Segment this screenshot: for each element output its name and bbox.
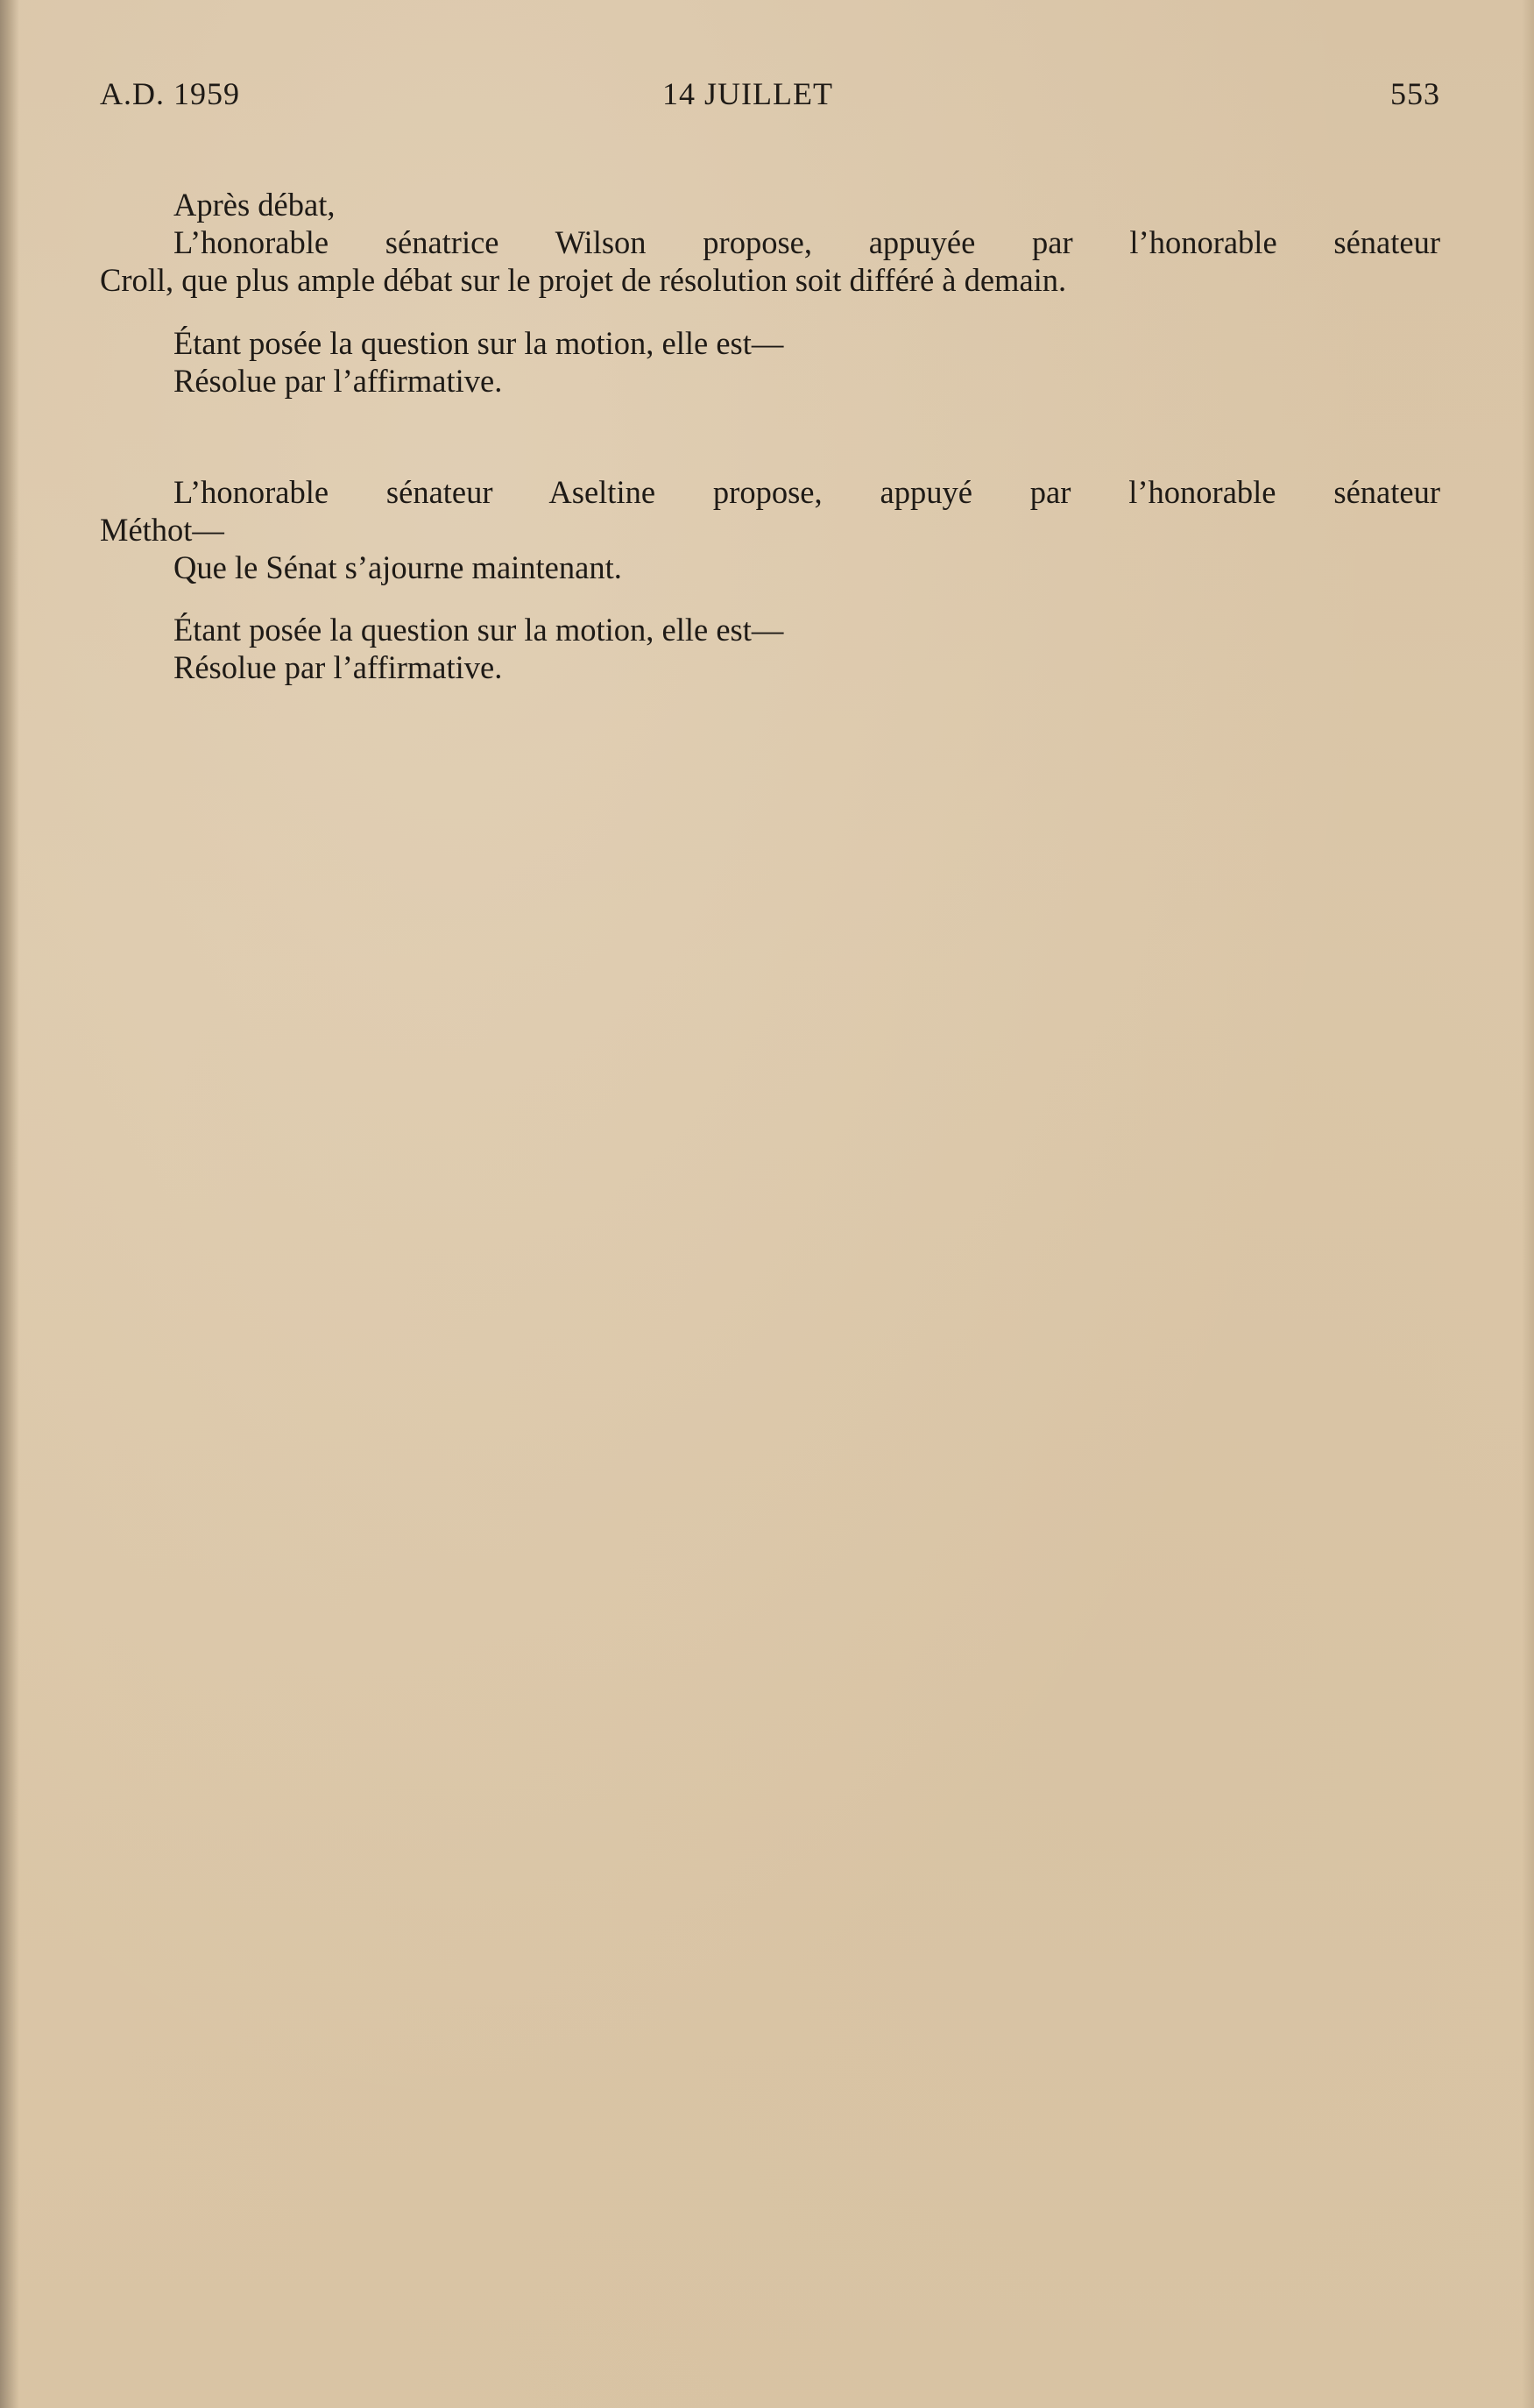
text-line: Étant posée la question sur la motion, elle est— — [173, 325, 784, 361]
text-line: L’honorable sénatrice Wilson propose, appuyée par l’honorable sénateur — [173, 224, 1440, 260]
page-number: 553 — [1390, 76, 1440, 111]
text-line: Résolue par l’affirmative. — [173, 363, 503, 399]
page-binding-shadow — [0, 0, 19, 2408]
paragraph-question-resolved-1 — [100, 324, 1440, 400]
paragraph-adjournment-motion — [100, 473, 1440, 586]
text-line: L’honorable sénateur Aseltine propose, appuyé par l’honorable sénateur — [173, 474, 1440, 510]
header-year: A.D. 1959 — [100, 76, 240, 111]
text-line: Que le Sénat s’ajourne maintenant. — [173, 549, 622, 585]
text-line: Après débat, — [173, 187, 336, 223]
header-date: 14 JUILLET — [662, 76, 833, 111]
text-line: Résolue par l’affirmative. — [173, 649, 503, 685]
running-header — [100, 75, 1440, 121]
paragraph-debate-deferral — [100, 186, 1440, 299]
text-line: Croll, que plus ample débat sur le projet de résolution soit différé à demain. — [100, 262, 1067, 298]
page-edge-shadow — [1522, 0, 1534, 2408]
paragraph-question-resolved-2 — [100, 611, 1440, 686]
text-line: Méthot— — [100, 512, 224, 548]
text-line: Étant posée la question sur la motion, elle est— — [173, 612, 784, 648]
